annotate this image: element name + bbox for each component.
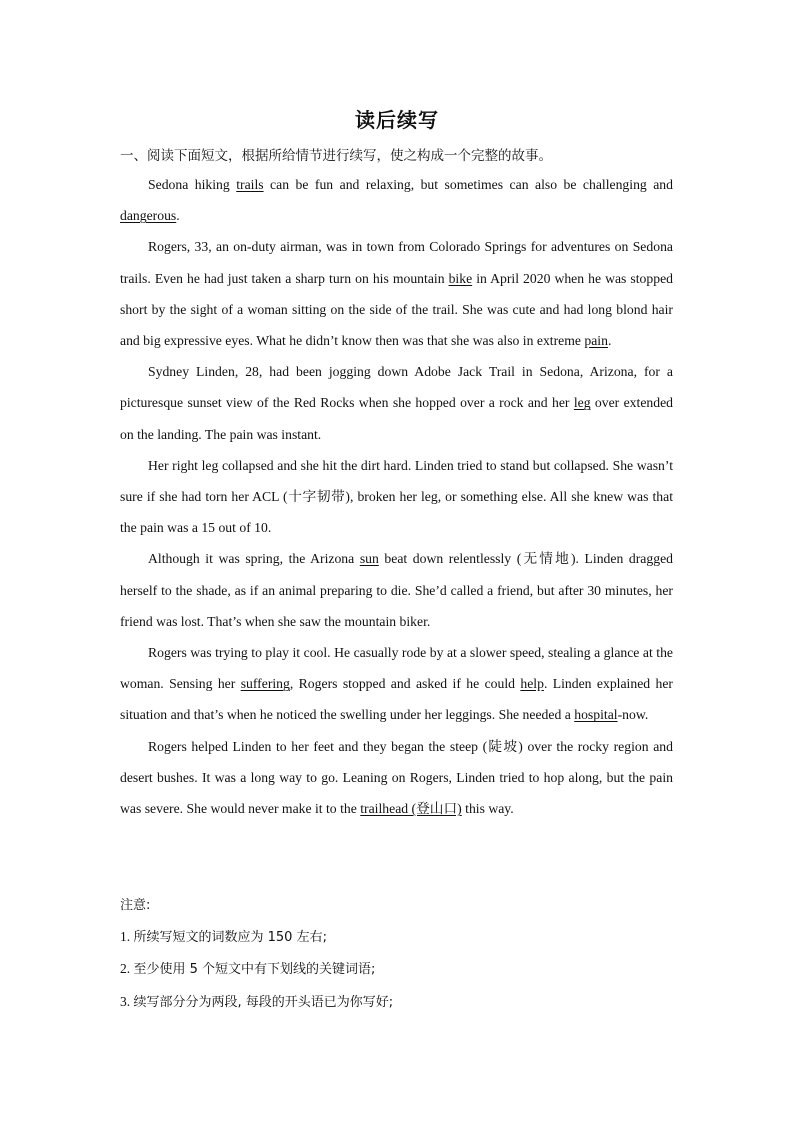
text-run: .: [176, 208, 180, 224]
underlined-keyword: pain: [584, 333, 608, 349]
paragraph-5: [120, 543, 673, 637]
text-run: Sydney Linden, 28, had been jogging down Adobe Jack Trail in Sedona, Arizona, for a picturesque sunset view of the Red Rocks when she hopped over a rock and her: [120, 364, 673, 411]
note-number: 1.: [120, 929, 131, 945]
note-text: 至少使用 5 个短文中有下划线的关键词语;: [133, 962, 376, 978]
paragraph-7: [120, 731, 673, 825]
passage: [120, 169, 673, 824]
text-run: Rogers, 33, an on-duty airman, was in town from Colorado Springs for adventures on Sedona trails. Even he had just taken a sharp turn on his mountain: [120, 239, 673, 286]
underlined-keyword: suffering: [240, 676, 290, 692]
note-number: 2.: [120, 961, 131, 977]
paragraph-2: [120, 231, 673, 356]
text-run: Sedona hiking: [148, 177, 237, 192]
paragraph-3: [120, 356, 673, 450]
notes-section: [120, 890, 680, 1018]
text-run: , Rogers stopped and asked if he could: [289, 676, 521, 692]
paragraph-1: [120, 169, 673, 231]
underlined-keyword: leg: [573, 395, 591, 411]
underlined-keyword: trails: [236, 177, 264, 192]
text-run: Her right leg collapsed and she hit the dirt hard. Linden tried to stand but collapsed. She wasn’t sure if she had torn her ACL (十字韧带), broken her leg, or something else. All she knew was that the pain was a 15 out of 10.: [120, 457, 673, 536]
underlined-keyword: trailhead (登山口): [360, 801, 462, 817]
text-run: beat down relentlessly (无情地). Linden dragged herself to the shade, as if an animal preparing to die. She’d called a friend, but after 30 minutes, her friend was lost. That’s when she saw the mountain biker.: [120, 551, 673, 629]
note-text: 续写部分分为两段, 每段的开头语已为你写好;: [133, 994, 394, 1010]
text-run: over extended on the landing. The pain was instant.: [120, 395, 674, 442]
underlined-keyword: bike: [448, 270, 473, 286]
underlined-keyword: sun: [359, 551, 379, 567]
page-title: 读后续写: [355, 108, 439, 132]
text-run: . Linden explained her situation and that’s when he noticed the swelling under her leggings. She needed a: [120, 676, 673, 723]
paragraph-4: [120, 450, 673, 544]
underlined-keyword: help: [520, 676, 544, 692]
text-run: in April 2020 when he was stopped short by the sight of a woman sitting on the side of the trail. She was cute and had long blond hair and big expressive eyes. What he didn’t know then was that she was also in extreme: [120, 270, 673, 349]
text-run: Although it was spring, the Arizona: [148, 551, 360, 567]
text-run: Rogers was trying to play it cool. He casually rode by at a slower speed, stealing a glance at the woman. Sensing her: [120, 645, 673, 692]
underlined-keyword: hospital: [574, 707, 618, 723]
notes-heading: 注意:: [120, 898, 151, 913]
text-run: can be fun and relaxing, but sometimes can also be challenging and: [263, 177, 673, 192]
note-item: [120, 953, 680, 985]
paragraph-6: [120, 637, 673, 731]
note-text: 所续写短文的词数应为 150 左右;: [133, 930, 327, 946]
text-run: this way.: [461, 801, 514, 817]
note-item: [120, 921, 680, 953]
note-number: 3.: [120, 993, 131, 1009]
underlined-keyword: dangerous: [120, 208, 177, 224]
note-item: [120, 986, 680, 1018]
text-run: .: [607, 333, 612, 349]
text-run: Rogers helped Linden to her feet and they began the steep (陡坡) over the rocky region and desert bushes. It was a long way to go. Leaning on Rogers, Linden tried to hop along, but the pain was severe. She would never make it to the: [120, 738, 673, 817]
instruction-text: 一、阅读下面短文，根据所给情节进行续写，使之构成一个完整的故事。: [120, 148, 552, 164]
text-run: -now.: [617, 707, 649, 723]
